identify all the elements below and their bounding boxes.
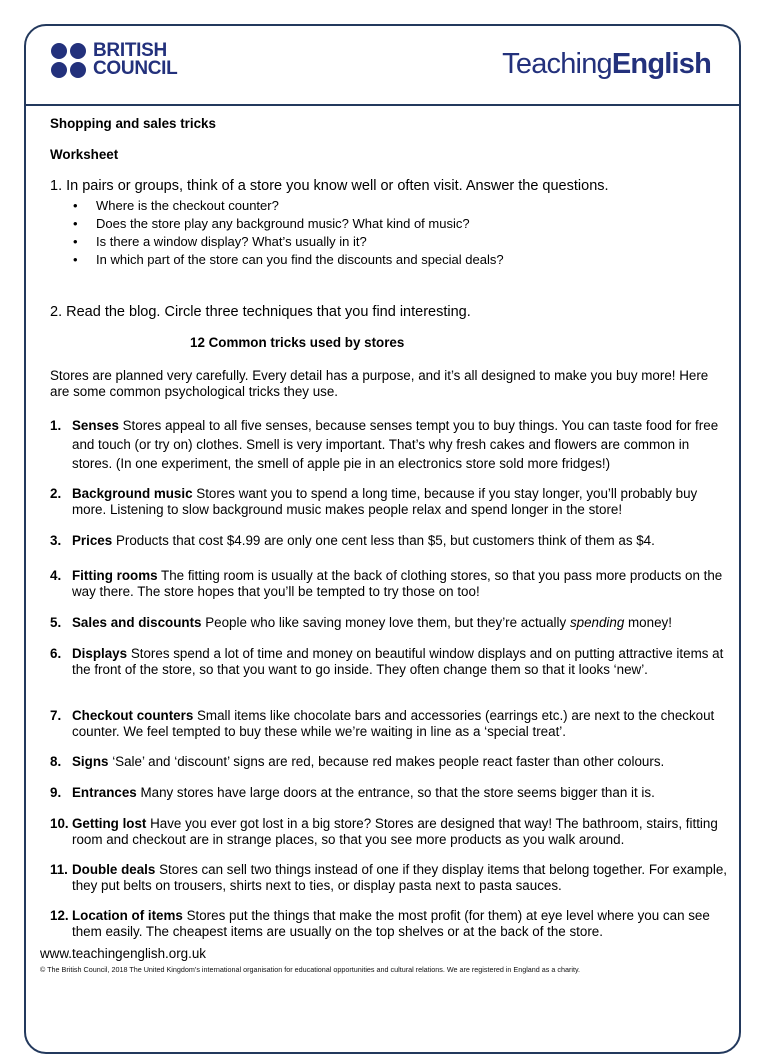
british-council-dots-icon	[51, 43, 86, 78]
item-text: The fitting room is usually at the back of clothing stores, so that you pass more products on the way there. The store hopes that you’ll be tempted to try those on too!	[72, 568, 723, 599]
item-heading: Getting lost	[72, 816, 147, 831]
item-heading: Displays	[72, 646, 128, 661]
question-item: • Where is the checkout counter?	[73, 198, 504, 216]
item-number: 11.	[50, 862, 68, 877]
item-heading: Background music	[72, 486, 193, 501]
item-heading: Location of items	[72, 908, 183, 923]
task-2: 2. Read the blog. Circle three techniques that you find interesting.	[50, 304, 471, 320]
list-item	[50, 646, 730, 678]
item-number: 8.	[50, 754, 62, 769]
list-item	[50, 908, 730, 940]
list-item	[50, 568, 730, 600]
item-heading: Fitting rooms	[72, 568, 158, 583]
list-item	[50, 785, 730, 801]
question-item: • In which part of the store can you find the discounts and special deals?	[73, 252, 504, 270]
list-item	[50, 416, 730, 473]
item-number: 6.	[50, 646, 62, 661]
item-text: Products that cost $4.99 are only one cent less than $5, but customers think of them as $4.	[112, 533, 655, 548]
brand-bold: English	[611, 48, 711, 80]
item-text: Stores can sell two things instead of one if they display items that belong together. For example, they put belts on trousers, shirts next to ties, or display pasta next to pasta sauces.	[72, 862, 727, 893]
item-heading: Signs	[72, 754, 109, 769]
list-item	[50, 533, 730, 549]
item-text-after: money!	[624, 615, 672, 630]
item-number: 10.	[50, 816, 69, 831]
item-text: Have you ever got lost in a big store? Stores are designed that way! The bathroom, stairs, fitting room and checkout are in strange places, so that you see more products as you walk around.	[72, 816, 718, 847]
task-1-questions	[73, 198, 504, 270]
item-text: People who like saving money love them, but they’re actually	[201, 615, 570, 630]
task-1: 1. In pairs or groups, think of a store you know well or often visit. Answer the questions.	[50, 178, 609, 194]
blog-title: 12 Common tricks used by stores	[190, 335, 405, 350]
footer-url[interactable]: www.teachingenglish.org.uk	[40, 946, 206, 961]
blog-intro: Stores are planned very carefully. Every detail has a purpose, and it’s all designed to make you buy more! Here are some common psychological tricks they use.	[50, 368, 709, 399]
page-header	[26, 26, 739, 106]
item-heading: Double deals	[72, 862, 156, 877]
item-text: Stores appeal to all five senses, because senses tempt you to buy things. You can taste food for free and touch (or try on) clothes. Smell is very important. That’s why fresh cakes and flowers are common in stores. (In one experiment, the smell of apple pie in an electronics store sold more fridges!)	[72, 418, 719, 471]
item-number: 2.	[50, 486, 62, 501]
item-text: Stores want you to spend a long time, because if you stay longer, you’ll probably buy more. Listening to slow background music makes people relax and spend longer in the store!	[72, 486, 698, 517]
worksheet-label: Worksheet	[50, 147, 119, 162]
logo-line-2: COUNCIL	[93, 58, 178, 79]
list-item	[50, 708, 730, 740]
list-item	[50, 486, 730, 518]
item-number: 12.	[50, 908, 69, 923]
list-item	[50, 754, 730, 770]
list-item	[50, 615, 730, 631]
brand-light: Teaching	[502, 48, 612, 80]
item-text: Small items like chocolate bars and accessories (earrings etc.) are next to the checkout counter. We feel tempted to buy these while we’re waiting in line as a ‘special treat’.	[72, 708, 715, 739]
list-item	[50, 862, 730, 894]
item-number: 4.	[50, 568, 62, 583]
question-item: • Does the store play any background music? What kind of music?	[73, 216, 504, 234]
item-number: 1.	[50, 418, 62, 433]
page-title: Shopping and sales tricks	[50, 116, 216, 131]
item-heading: Entrances	[72, 785, 137, 800]
item-emphasis: spending	[569, 615, 625, 630]
teaching-english-logo	[502, 48, 711, 81]
question-item: • Is there a window display? What’s usually in it?	[73, 234, 504, 252]
item-text: Stores put the things that make the most profit (for them) at eye level where you can see them easily. The cheapest items are usually on the top shelves or at the back of the store.	[72, 908, 710, 939]
logo-line-1: BRITISH	[93, 40, 167, 61]
item-number: 7.	[50, 708, 62, 723]
item-number: 5.	[50, 615, 62, 630]
copyright-notice: © The British Council, 2018 The United Kingdom’s international organisation for educational opportunities and cultural relations. We are registered in England as a charity.	[40, 965, 581, 974]
item-number: 9.	[50, 785, 62, 800]
item-text: ‘Sale’ and ‘discount’ signs are red, because red makes people react faster than other colours.	[108, 754, 665, 769]
list-item	[50, 816, 730, 848]
item-number: 3.	[50, 533, 62, 548]
british-council-logo	[51, 42, 177, 78]
item-heading: Checkout counters	[72, 708, 194, 723]
item-heading: Prices	[72, 533, 113, 548]
item-text: Stores spend a lot of time and money on beautiful window displays and on putting attractive items at the front of the store, so that you want to go inside. They often change them so that it looks ‘new’.	[72, 646, 724, 677]
item-heading: Senses	[72, 418, 119, 433]
item-heading: Sales and discounts	[72, 615, 202, 630]
item-text: Many stores have large doors at the entrance, so that the store seems bigger than it is.	[136, 785, 655, 800]
